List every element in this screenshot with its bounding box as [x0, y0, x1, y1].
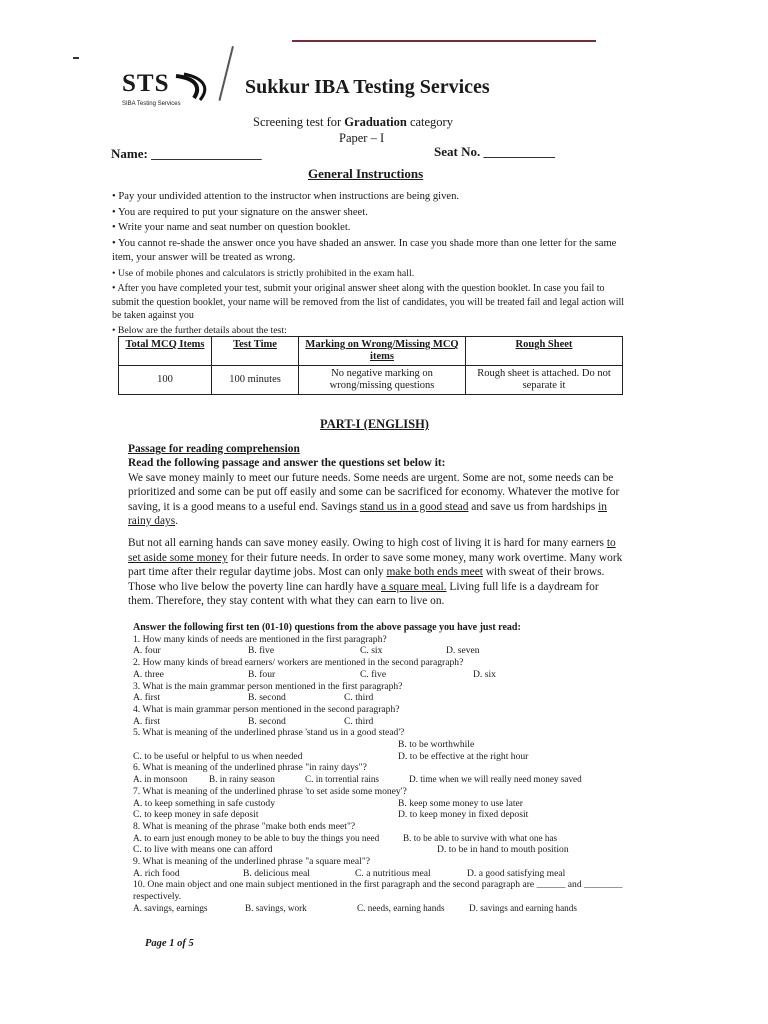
option: A. three — [133, 668, 164, 680]
name-field: Name: _________________ — [111, 146, 262, 161]
table-header-cell: Marking on Wrong/Missing MCQ items — [299, 337, 466, 366]
option: A. four — [133, 645, 161, 657]
option: C. a nutritious meal — [355, 867, 431, 879]
options-row — [133, 774, 633, 786]
option: C. to live with means one can afford — [133, 844, 273, 856]
passage-text: . — [175, 515, 178, 528]
instructions-list — [112, 190, 632, 339]
options-row — [133, 868, 633, 880]
option: B. savings, work — [245, 902, 307, 913]
page-title: Sukkur IBA Testing Services — [245, 76, 490, 98]
instruction-item: • Pay your undivided attention to the instructor when instructions are being given. — [112, 191, 460, 202]
passage-text: We save money mainly to meet our future needs. Some needs are urgent. Some are not, some needs can be prioritized and some can be put off easily and some can be sacrificed for economy. Whatever the motive for saving, it is a good means to a useful end. Savings — [128, 471, 620, 513]
option: A. rich food — [133, 867, 180, 879]
option: A. first — [133, 715, 161, 727]
header-divider — [218, 46, 233, 101]
passage-heading: Passage for reading comprehension — [128, 443, 300, 455]
question-text: 3. What is the main grammar person mentioned in the first paragraph? — [133, 680, 403, 692]
underlined-phrase: stand us in a good stead — [359, 500, 469, 513]
instruction-item: • You are required to put your signature on the answer sheet. — [112, 206, 368, 218]
table-row — [119, 366, 623, 395]
option: B. delicious meal — [243, 867, 310, 879]
option: C. in torrential rains — [305, 774, 379, 785]
test-details-table — [118, 336, 623, 395]
underlined-phrase: in rainy days — [128, 500, 607, 528]
option: C. to be useful or helpful to us when needed — [133, 750, 303, 762]
paper-number: Paper – I — [339, 131, 385, 145]
option: C. six — [360, 645, 383, 657]
table-header-cell: Total MCQ Items — [119, 337, 212, 366]
passage-text: for their future needs. In order to save some money, many work overtime. Many work part time after their regular daytime jobs. Most can only — [128, 551, 623, 579]
page-number: Page 1 of 5 — [145, 938, 194, 949]
option — [133, 739, 398, 751]
passage-text: with sweat of their brows. Those who live below the poverty line can hardly have — [128, 566, 605, 593]
table-cell: No negative marking on wrong/missing questions — [299, 366, 466, 395]
options-row — [133, 751, 633, 763]
options-row — [133, 903, 633, 915]
margin-mark — [73, 57, 79, 59]
subtitle-suffix: category — [406, 115, 453, 129]
question-text: 2. How many kinds of bread earners/ workers are mentioned in the second paragraph? — [133, 657, 464, 669]
question-text: 4. What is main grammar person mentioned in the second paragraph? — [133, 703, 400, 715]
option: B. keep some money to use later — [398, 797, 523, 809]
option: C. five — [360, 668, 387, 680]
option: C. third — [344, 692, 374, 704]
passage-text: and save us from hardships — [468, 500, 599, 513]
table-cell: 100 — [119, 366, 212, 395]
question-text: 5. What is meaning of the underlined phrase 'stand us in a good stead'? — [133, 727, 405, 739]
option: C. needs, earning hands — [357, 902, 445, 913]
top-decorative-line — [292, 40, 596, 42]
option: D. six — [473, 668, 496, 680]
option: B. four — [248, 668, 276, 680]
question-text: 6. What is meaning of the underlined phrase "in rainy days"? — [133, 762, 367, 774]
options-row — [133, 716, 633, 728]
question-text: 8. What is meaning of the phrase "make both ends meet"? — [133, 820, 356, 832]
questions-section — [133, 622, 633, 915]
options-row — [133, 809, 633, 821]
instruction-item: • After you have completed your test, submit your original answer sheet along with the question booklet. In case you fail to submit the question booklet, your name will be removed from the list of candidates, you will be treated fail and legal action will be taken against you — [112, 283, 625, 321]
option: D. savings and earning hands — [469, 902, 577, 913]
option: B. to be worthwhile — [398, 739, 475, 751]
option: D. time when we will really need money saved — [409, 774, 582, 785]
subtitle-category: Graduation — [344, 115, 407, 129]
question-text: 1. How many kinds of needs are mentioned in the first paragraph? — [133, 633, 387, 645]
option: A. to earn just enough money to be able to buy the things you need — [133, 832, 380, 843]
options-row — [133, 692, 633, 704]
logo-swoosh-icon — [174, 72, 214, 102]
underlined-phrase: a square meal. — [381, 580, 447, 593]
options-row — [133, 669, 633, 681]
passage-text: Living full life is a daydream for them. Therefore, they stay content with what they can earn to live on. — [128, 580, 599, 608]
options-row — [133, 844, 633, 856]
option: D. to keep money in fixed deposit — [398, 809, 529, 821]
options-row — [133, 739, 633, 751]
table-header-row — [119, 337, 623, 366]
option: B. second — [248, 715, 286, 727]
question-text: 9. What is meaning of the underlined phrase "a square meal"? — [133, 856, 371, 868]
general-instructions-heading: General Instructions — [308, 166, 424, 181]
reading-passage — [128, 442, 626, 608]
instruction-item: • You cannot re-shade the answer once you have shaded an answer. In case you shade more than one letter for the same item, your answer will be treated as wrong. — [112, 237, 617, 263]
option: D. seven — [446, 645, 480, 657]
instruction-item: • Write your name and seat number on question booklet. — [112, 222, 351, 233]
logo-subtext: SIBA Testing Services — [122, 101, 181, 107]
options-row — [133, 645, 633, 657]
instruction-item: • Below are the further details about the test: — [112, 324, 287, 336]
option: B. five — [248, 645, 275, 657]
option: C. third — [344, 715, 374, 727]
passage-text: But not all earning hands can save money easily. Owing to high cost of living it is hard for many earners — [128, 537, 607, 550]
subtitle-prefix: Screening test for — [253, 115, 345, 129]
part1-heading: PART-I (ENGLISH) — [320, 417, 429, 431]
option: B. second — [248, 692, 286, 704]
question-text: 7. What is meaning of the underlined phrase 'to set aside some money'? — [133, 785, 407, 797]
seat-number-field: Seat No. ___________ — [434, 144, 555, 159]
option: D. to be effective at the right hour — [398, 750, 529, 762]
option: B. to be able to survive with what one has — [403, 832, 558, 843]
instruction-item: • Use of mobile phones and calculators is strictly prohibited in the exam hall. — [112, 267, 415, 279]
options-row — [133, 833, 633, 845]
table-header-cell: Test Time — [212, 337, 299, 366]
table-cell: Rough sheet is attached. Do not separate it — [466, 366, 623, 395]
options-row — [133, 798, 633, 810]
underlined-phrase: make both ends meet — [386, 566, 483, 579]
passage-instruction: Read the following passage and answer the questions set below it: — [128, 457, 446, 470]
logo-text: STS — [122, 70, 170, 97]
option: A. to keep something in safe custody — [133, 797, 276, 809]
option: A. savings, earnings — [133, 902, 208, 913]
underlined-phrase: to set aside some money — [128, 537, 616, 564]
option: D. a good satisfying meal — [467, 867, 566, 879]
passage-paragraph-1 — [128, 471, 626, 529]
passage-paragraph-2 — [128, 536, 626, 608]
option: A. first — [133, 692, 161, 704]
test-subtitle — [253, 115, 453, 130]
table-header-cell: Rough Sheet — [466, 337, 623, 366]
option: A. in monsoon — [133, 774, 188, 785]
option: B. in rainy season — [209, 774, 275, 785]
table-cell: 100 minutes — [212, 366, 299, 395]
option: C. to keep money in safe deposit — [133, 809, 259, 821]
option: D. to be in hand to mouth position — [437, 844, 569, 856]
questions-heading: Answer the following first ten (01-10) questions from the above passage you have just read: — [133, 622, 521, 633]
question-text: 10. One main object and one main subject mentioned in the first paragraph and the second paragraph are ______ and ________ respectively. — [133, 879, 623, 903]
